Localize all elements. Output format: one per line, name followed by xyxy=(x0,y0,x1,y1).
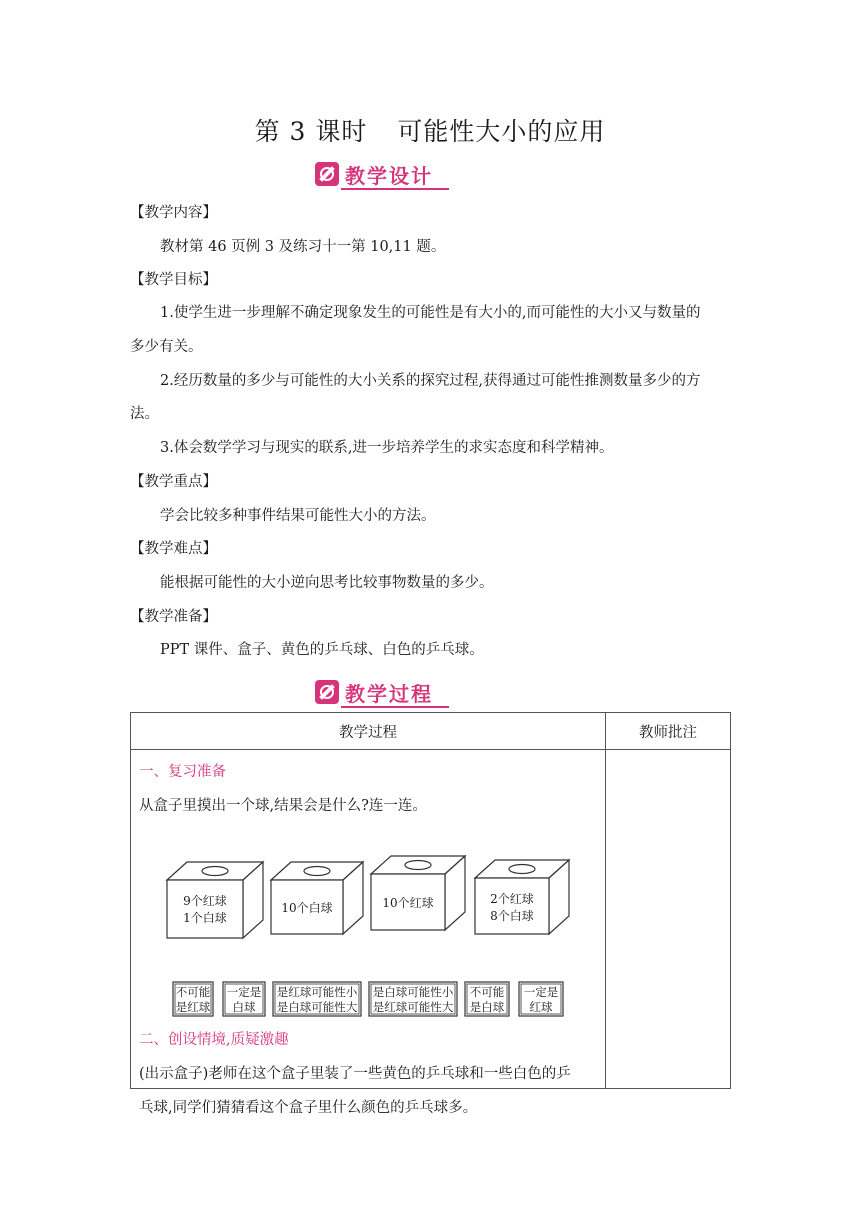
teaching-design-banner xyxy=(315,160,449,190)
teaching-process-table xyxy=(130,712,731,1116)
option-3-line-2: 是白球可能性大 xyxy=(276,1000,358,1014)
goals-heading: 【教学目标】 xyxy=(130,272,217,288)
preparation-text: PPT 课件、盒子、黄色的乒乓球、白色的乒乓球。 xyxy=(160,642,484,658)
content-heading: 【教学内容】 xyxy=(130,205,217,221)
banner-label: 教学设计 xyxy=(345,164,433,188)
goal-1-line-1: 1.使学生进一步理解不确定现象发生的可能性是有大小的,而可能性的大小又与数量的 xyxy=(160,305,701,321)
process-cell xyxy=(131,750,606,1116)
box-matching-figure xyxy=(131,816,603,1026)
box-1-line-1: 9个红球 xyxy=(183,894,227,908)
goal-2-line-2: 法。 xyxy=(130,406,159,422)
teaching-process-banner xyxy=(315,678,449,708)
option-6-line-2: 红球 xyxy=(529,1000,553,1014)
ball-box-3 xyxy=(371,856,465,930)
option-2-line-1: 一定是 xyxy=(226,985,262,999)
part-2-heading: 二、创设情境,质疑激趣 xyxy=(139,1032,289,1048)
option-3-line-1: 是红球可能性小 xyxy=(276,985,358,999)
difficulties-heading: 【教学难点】 xyxy=(130,541,217,557)
banner-label: 教学过程 xyxy=(345,682,433,706)
option-5-line-2: 是白球 xyxy=(469,1000,505,1014)
page-title xyxy=(0,112,860,148)
lesson-name: 可能性大小的应用 xyxy=(397,117,606,146)
key-points-text: 学会比较多种事件结果可能性大小的方法。 xyxy=(160,508,436,524)
notes-cell xyxy=(606,750,731,1089)
box-2-line-1: 10个白球 xyxy=(281,901,333,915)
box-3-line-1: 10个红球 xyxy=(382,896,434,910)
banner-logo-icon xyxy=(315,162,339,186)
part-1-text: 从盒子里摸出一个球,结果会是什么?连一连。 xyxy=(139,798,427,814)
option-4-line-2: 是红球可能性大 xyxy=(372,1000,454,1014)
option-5-line-1: 不可能 xyxy=(469,985,505,999)
option-6-line-1: 一定是 xyxy=(523,985,559,999)
goal-3: 3.体会数学学习与现实的联系,进一步培养学生的求实态度和科学精神。 xyxy=(160,440,614,456)
option-2-line-2: 白球 xyxy=(232,1000,256,1014)
part-2-line-2: 乓球,同学们猜猜看这个盒子里什么颜色的乒乓球多。 xyxy=(139,1100,478,1116)
goal-1-line-2: 多少有关。 xyxy=(130,339,203,355)
lesson-number: 第 3 课时 xyxy=(254,117,368,146)
part-1-heading: 一、复习准备 xyxy=(139,764,226,780)
ball-box-2 xyxy=(271,862,363,934)
goal-2-line-1: 2.经历数量的多少与可能性的大小关系的探究过程,获得通过可能性推测数量多少的方 xyxy=(160,373,701,389)
option-1-line-2: 是红球 xyxy=(175,1000,211,1014)
box-4-line-1: 2个红球 xyxy=(490,892,534,906)
box-1-line-2: 1个白球 xyxy=(183,911,227,925)
key-points-heading: 【教学重点】 xyxy=(130,474,217,490)
difficulties-text: 能根据可能性的大小逆向思考比较事物数量的多少。 xyxy=(160,575,494,591)
option-4-line-1: 是白球可能性小 xyxy=(372,985,454,999)
column-header-notes: 教师批注 xyxy=(606,713,731,750)
box-4-line-2: 8个白球 xyxy=(490,909,534,923)
part-2-line-1: (出示盒子)老师在这个盒子里装了一些黄色的乒乓球和一些白色的乒 xyxy=(139,1066,571,1082)
option-1-line-1: 不可能 xyxy=(175,985,211,999)
column-header-process: 教学过程 xyxy=(131,713,606,750)
content-text: 教材第 46 页例 3 及练习十一第 10,11 题。 xyxy=(160,239,446,255)
banner-logo-icon xyxy=(315,680,339,704)
preparation-heading: 【教学准备】 xyxy=(130,609,217,625)
